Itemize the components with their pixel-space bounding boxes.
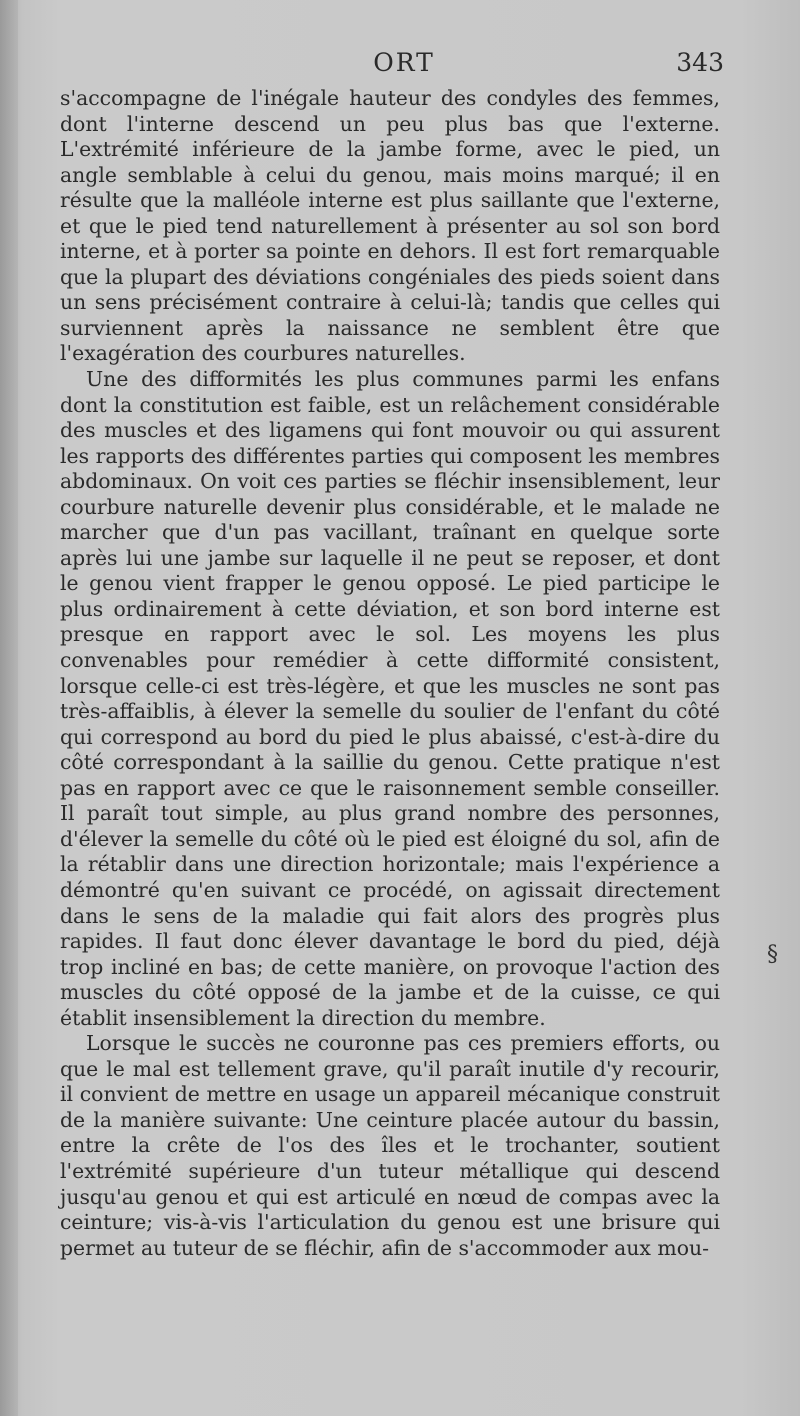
page-gutter [0,0,18,1416]
paragraph-difformites: Une des difformités les plus communes parmi les enfans dont la constitution est faible, est un relâchement considérable des muscles et des ligamens qui font mouvoir ou qui assurent les rapports des différentes parties qui composent les membres abdominaux. On voit ces parties se fléchir insensiblement, leur courbure naturelle devenir plus considérable, et le malade ne marcher que d'un pas vacillant, traînant en quelque sorte après lui une jambe sur laquelle il ne peut se reposer, et dont le genou vient frapper le genou opposé. Le pied participe le plus ordinairement à cette déviation, et son bord interne est presque en rapport avec le sol. Les moyens les plus convenables pour remédier à cette difformité consistent, lorsque celle-ci est très-légère, et que les muscles ne sont pas très-affaiblis, à élever la semelle du soulier de l'enfant du côté qui correspond au bord du pied le plus abaissé, c'est-à-dire du côté correspondant à la saillie du genou. Cette pratique n'est pas en rapport avec ce que le raisonnement semble conseiller. Il paraît tout simple, au plus grand nombre des personnes, d'élever la semelle du côté où le pied est éloigné du sol, afin de la rétablir dans une direction horizontale; mais l'expérience a démontré qu'en suivant ce procédé, on agissait directement dans le sens de la maladie qui fait alors des progrès plus rapides. Il faut donc élever davantage le bord du pied, déjà trop incliné en bas; de cette manière, on provoque l'action des muscles du côté opposé de la jambe et de la cuisse, ce qui établit insensiblement la direction du membre. [60,367,720,1030]
body-text [60,86,720,1261]
margin-mark: § [767,942,778,967]
running-head: ORT [373,48,435,77]
paragraph-appareil: Lorsque le succès ne couronne pas ces premiers efforts, ou que le mal est tellement grave, qu'il paraît inutile d'y recourir, il convient de mettre en usage un appareil mécanique construit de la manière suivante: Une ceinture placée autour du bassin, entre la crête de l'os des îles et le trochanter, soutient l'extrémité supérieure d'un tuteur métallique qui descend jusqu'au genou et qui est articulé en nœud de compas avec la ceinture; vis-à-vis l'articulation du genou est une brisure qui permet au tuteur de se fléchir, afin de s'accommoder aux mou- [60,1031,720,1260]
paragraph-continued: s'accompagne de l'inégale hauteur des condyles des femmes, dont l'interne descend un peu plus bas que l'externe. L'extrémité inférieure de la jambe forme, avec le pied, un angle semblable à celui du genou, mais moins marqué; il en résulte que la malléole interne est plus saillante que l'externe, et que le pied tend naturellement à présenter au sol son bord interne, et à porter sa pointe en dehors. Il est fort remarquable que la plupart des déviations congéniales des pieds soient dans un sens précisément contraire à celui-là; tandis que celles qui surviennent après la naissance ne semblent être que l'exagération des courbures naturelles. [60,86,720,366]
page-header [84,48,724,82]
page-number: 343 [676,48,724,77]
